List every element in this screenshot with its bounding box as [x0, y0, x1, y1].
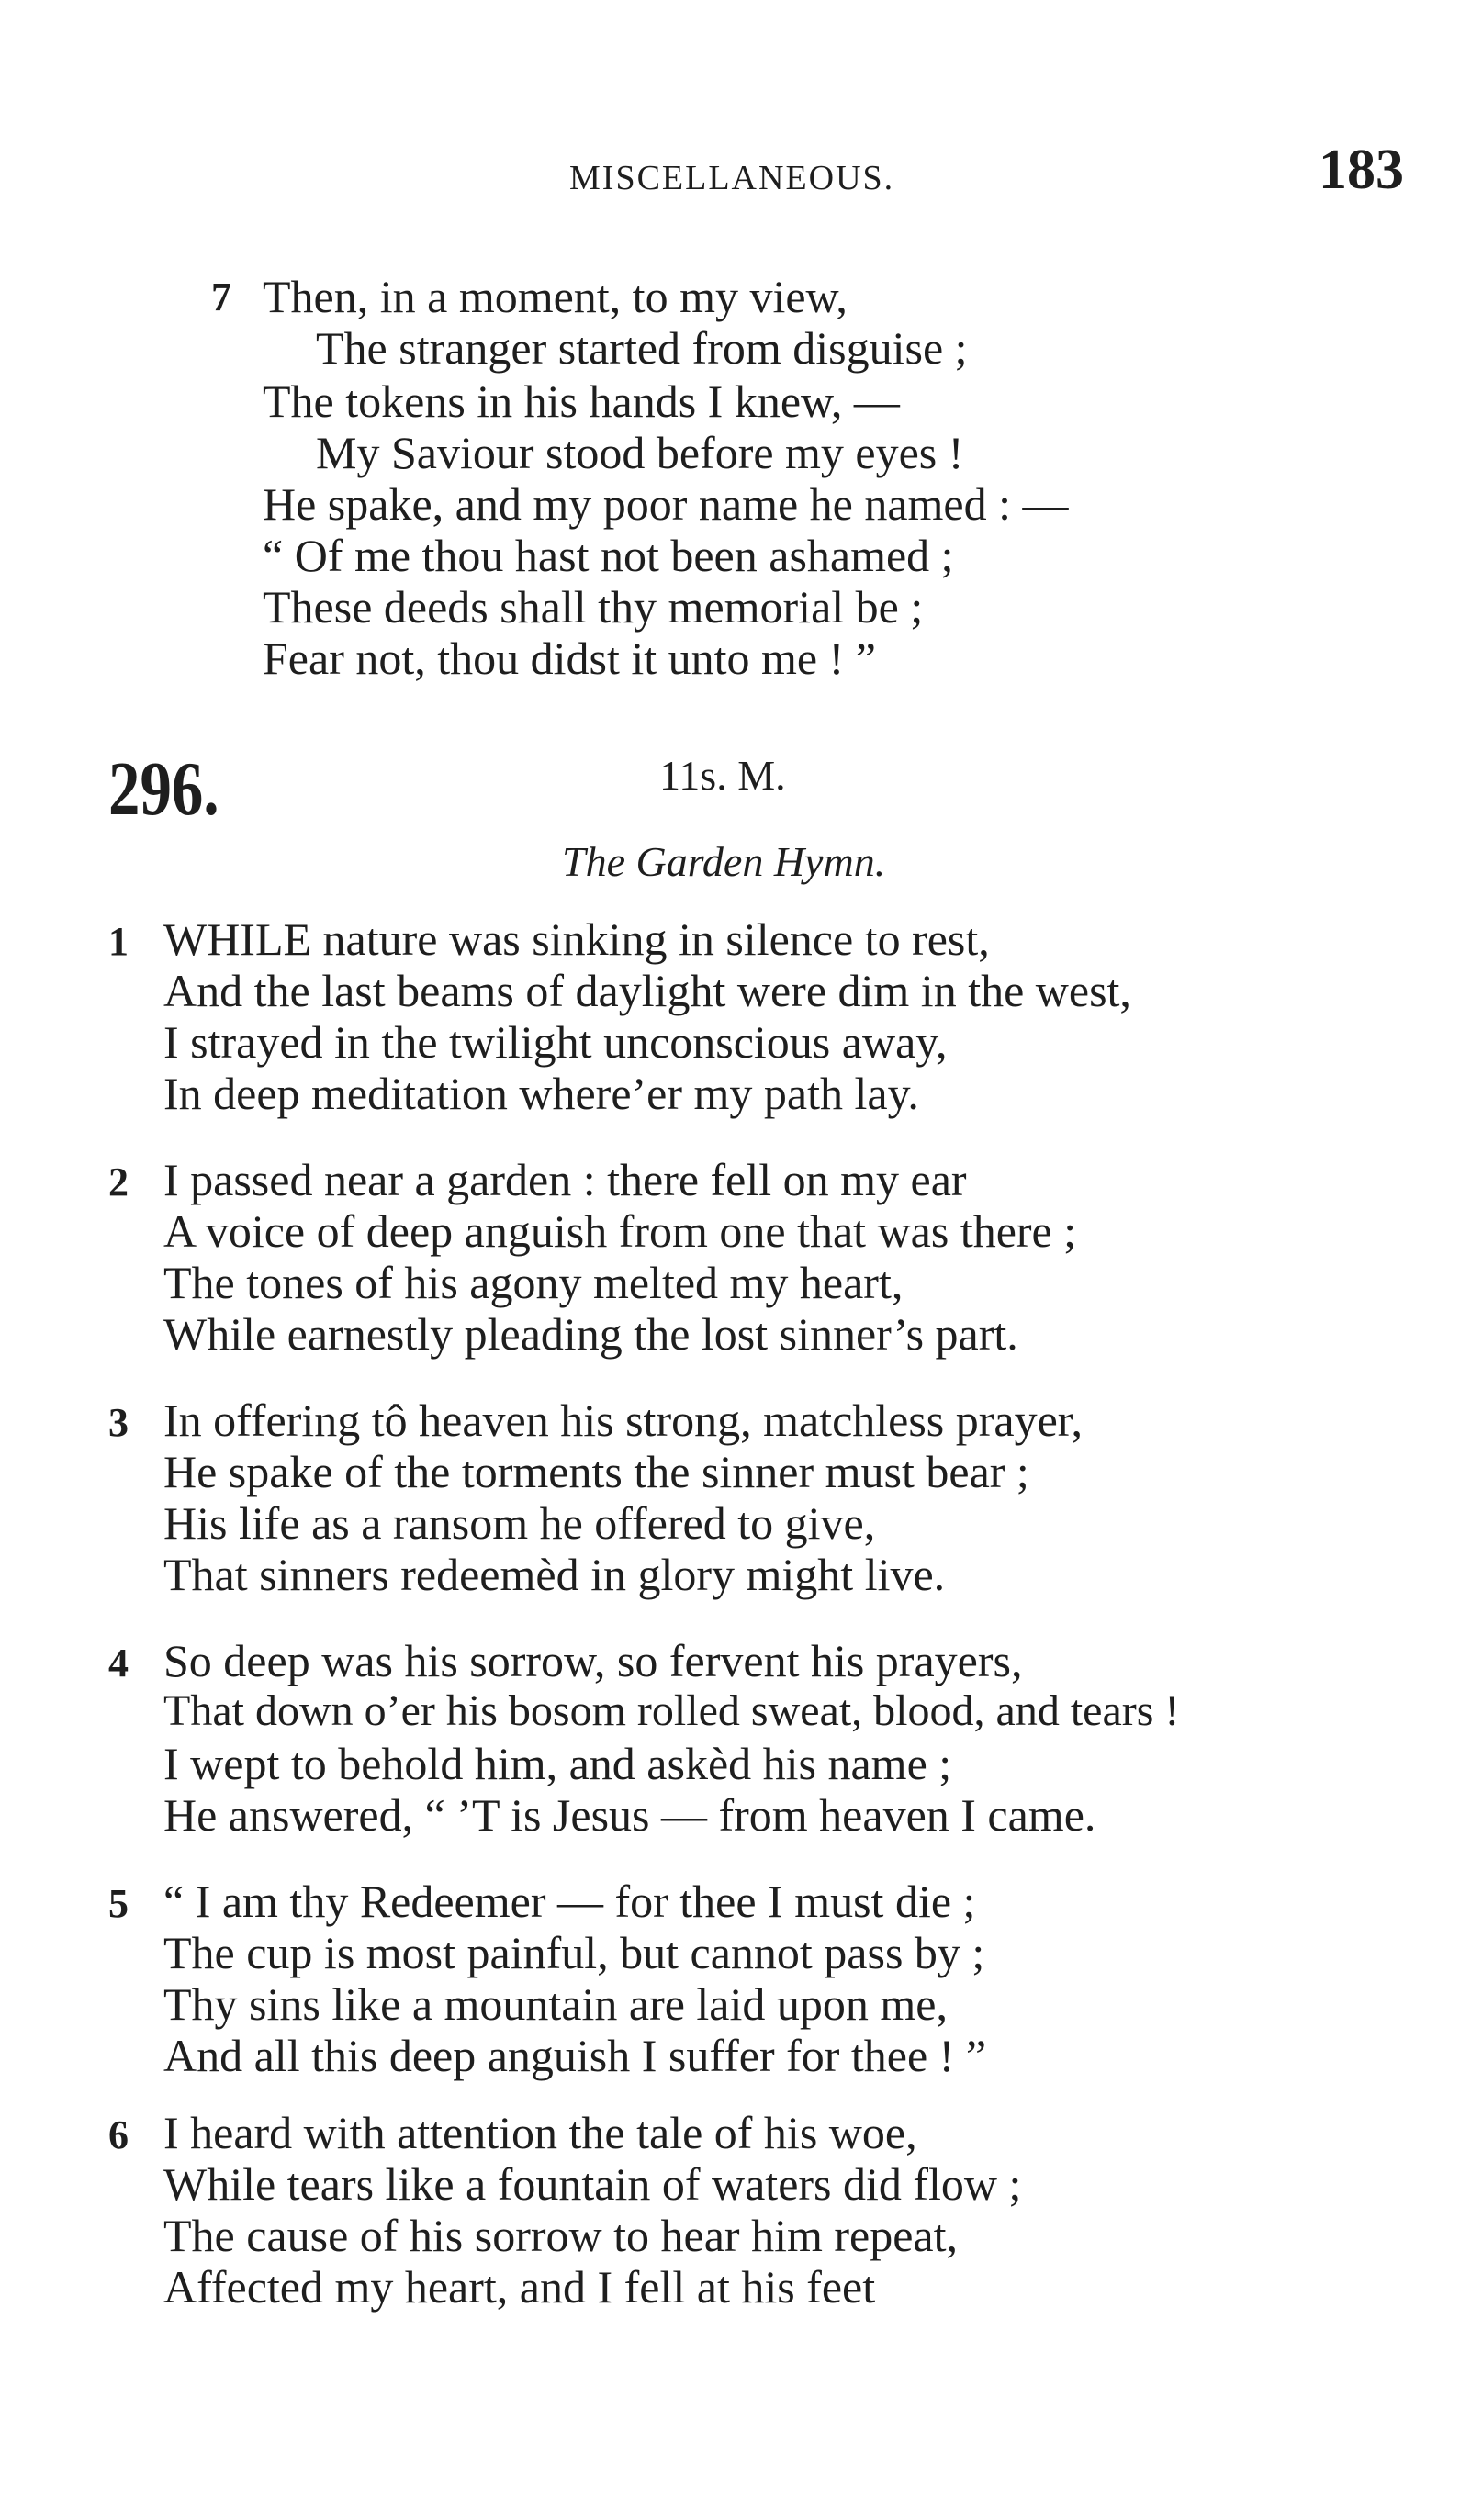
verse-line: The cause of his sorrow to hear him repeat,: [163, 2210, 958, 2261]
page-number: 183: [1319, 139, 1404, 201]
stanza-number: 5: [108, 1881, 129, 1926]
verse-line: Affected my heart, and I fell at his feet: [163, 2261, 876, 2313]
verse-line: So deep was his sorrow, so fervent his prayers,: [163, 1635, 1023, 1686]
verse-line: He answered, “ ’T is Jesus — from heaven I came.: [163, 1789, 1096, 1841]
verse-line: In offering tô heaven his strong, matchless prayer,: [163, 1394, 1083, 1446]
verse-line: Thy sins like a mountain are laid upon me,: [163, 1978, 948, 2030]
hymn-meter: 11s. M.: [659, 752, 786, 799]
verse-line: While earnestly pleading the lost sinner’s part.: [163, 1308, 1018, 1360]
verse-line: The cup is most painful, but cannot pass by ;: [163, 1927, 985, 1978]
stanza-number: 1: [108, 919, 129, 964]
stanza-number: 6: [108, 2112, 129, 2157]
verse-line: WHILE nature was sinking in silence to rest,: [163, 913, 990, 965]
verse-line: The tones of his agony melted my heart,: [163, 1257, 904, 1308]
running-title: MISCELLANEOUS.: [569, 159, 895, 197]
verse-line: I passed near a garden : there fell on my ear: [163, 1154, 967, 1205]
stanza-number: 7: [211, 274, 231, 319]
verse-line: That down o’er his bosom rolled sweat, blood, and tears !: [163, 1686, 1180, 1735]
verse-line: That sinners redeemèd in glory might live.: [163, 1549, 946, 1600]
verse-line: “ I am thy Redeemer — for thee I must die ;: [163, 1876, 976, 1927]
verse-line: In deep meditation where’er my path lay.: [163, 1068, 919, 1119]
verse-line: And all this deep anguish I suffer for thee ! ”: [163, 2030, 987, 2081]
stanza-number: 3: [108, 1400, 129, 1445]
verse-line: I wept to behold him, and askèd his name ;: [163, 1738, 952, 1789]
verse-line: He spake of the torments the sinner must bear ;: [163, 1446, 1029, 1497]
stanza-number: 4: [108, 1641, 129, 1686]
verse-line: I strayed in the twilight unconscious away,: [163, 1016, 948, 1068]
verse-line: His life as a ransom he offered to give,: [163, 1497, 876, 1549]
verse-line: He spake, and my poor name he named : —: [263, 478, 1069, 530]
hymn-title: The Garden Hymn.: [562, 838, 886, 885]
verse-line: The tokens in his hands I knew, —: [263, 375, 900, 427]
verse-line: Then, in a moment, to my view,: [263, 271, 848, 322]
verse-line: These deeds shall thy memorial be ;: [263, 581, 924, 633]
verse-line: I heard with attention the tale of his woe,: [163, 2107, 917, 2158]
stanza-number: 2: [108, 1159, 129, 1204]
verse-line: The stranger started from disguise ;: [316, 322, 968, 374]
verse-line: And the last beams of daylight were dim in the west,: [163, 965, 1131, 1016]
verse-line: A voice of deep anguish from one that was there ;: [163, 1205, 1077, 1257]
verse-line: While tears like a fountain of waters did flow ;: [163, 2158, 1022, 2210]
verse-line: My Saviour stood before my eyes !: [316, 427, 964, 478]
verse-line: Fear not, thou didst it unto me ! ”: [263, 633, 876, 684]
hymn-number: 296.: [108, 746, 219, 832]
verse-line: “ Of me thou hast not been ashamed ;: [263, 530, 954, 581]
